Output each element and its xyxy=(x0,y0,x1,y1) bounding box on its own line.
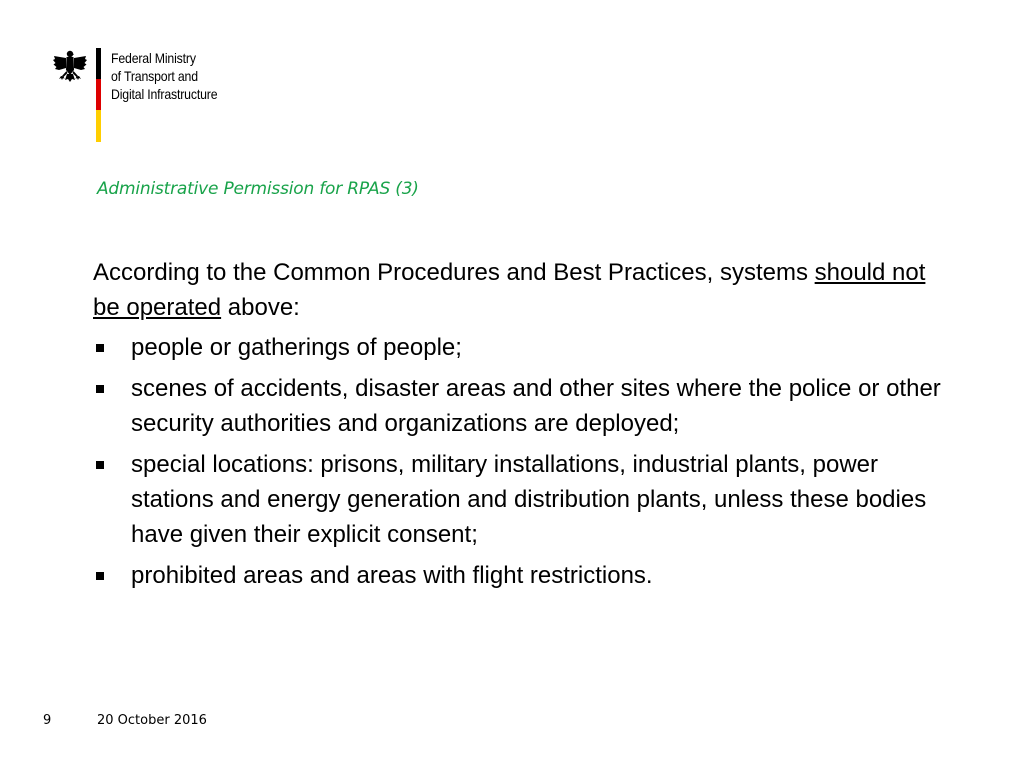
intro-underlined-text: should not be operated xyxy=(93,259,926,321)
square-bullet-icon xyxy=(96,385,104,393)
restriction-list xyxy=(93,330,953,593)
flag-stripe-black xyxy=(96,48,101,79)
german-flag-bar xyxy=(96,48,101,142)
flag-stripe-red xyxy=(96,79,101,110)
ministry-name-line: Federal Ministry xyxy=(111,50,196,66)
square-bullet-icon xyxy=(96,344,104,352)
list-item xyxy=(93,330,953,365)
intro-text-end: above: xyxy=(221,294,300,321)
intro-text: According to the Common Procedures and Best Practices, systems xyxy=(93,259,815,286)
square-bullet-icon xyxy=(96,461,104,469)
list-item xyxy=(93,371,953,441)
federal-eagle-icon xyxy=(52,48,88,88)
footer-date: 20 October 2016 xyxy=(97,713,207,728)
intro-paragraph xyxy=(93,255,953,325)
list-item-text: people or gatherings of people; xyxy=(131,334,462,361)
list-item-text: special locations: prisons, military installations, industrial plants, power stations and energy generation and distribution plants, unless these bodies have given their explicit consent; xyxy=(131,451,927,548)
list-item xyxy=(93,447,953,552)
flag-stripe-gold xyxy=(96,110,101,142)
ministry-name-line: of Transport and xyxy=(111,68,198,84)
ministry-name xyxy=(111,49,269,103)
list-item-text: scenes of accidents, disaster areas and other sites where the police or other security authorities and organizations are deployed; xyxy=(131,375,941,437)
list-item-text: prohibited areas and areas with flight restrictions. xyxy=(131,562,653,589)
square-bullet-icon xyxy=(96,572,104,580)
page-number: 9 xyxy=(43,713,52,728)
ministry-name-line: Digital Infrastructure xyxy=(111,86,218,102)
list-item xyxy=(93,558,953,593)
slide-body xyxy=(93,255,953,599)
slide-title: Administrative Permission for RPAS (3) xyxy=(97,179,419,199)
